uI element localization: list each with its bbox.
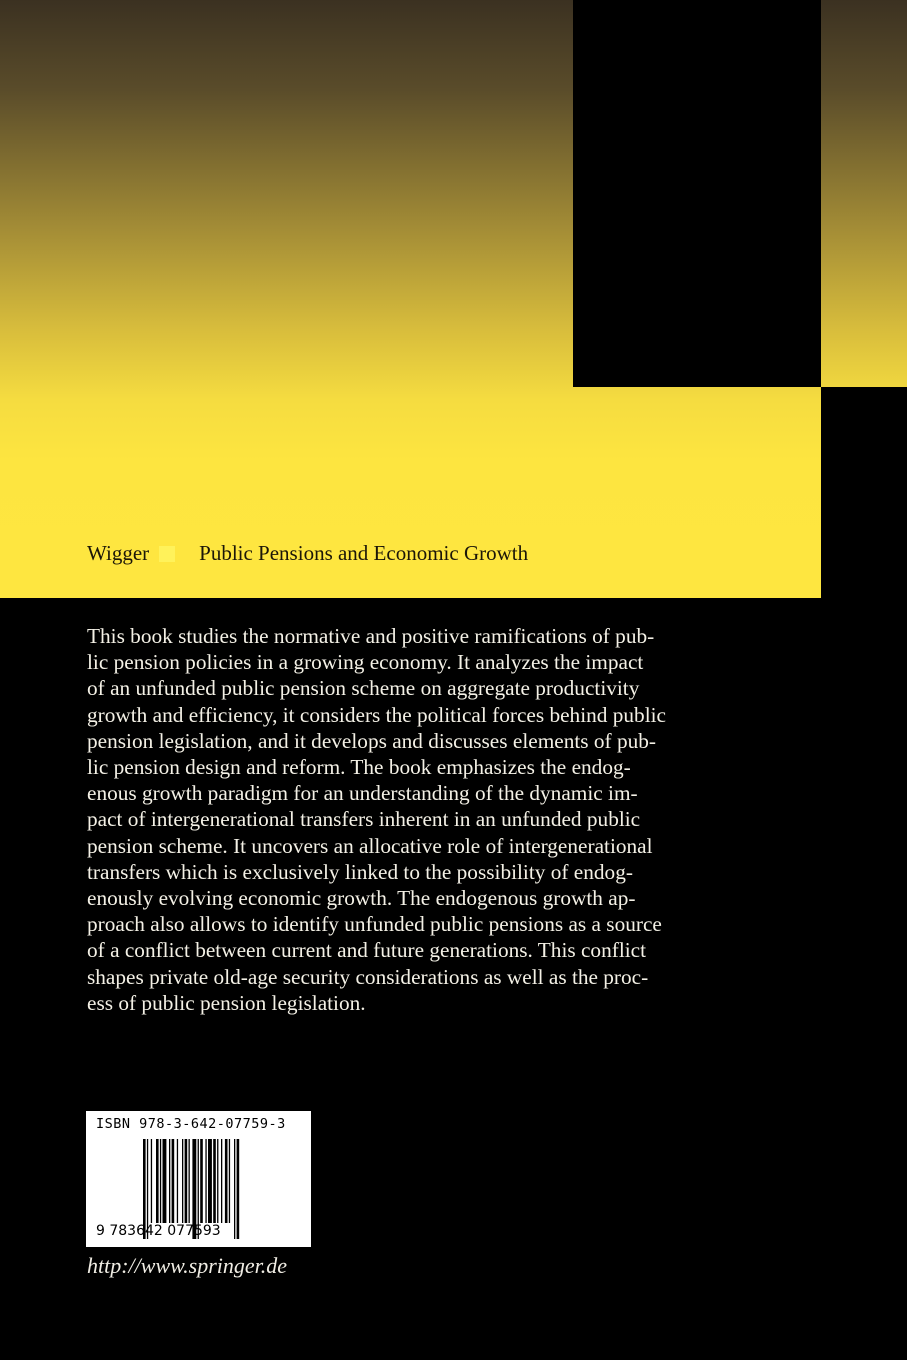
separator-square (159, 546, 175, 562)
black-square-decoration (573, 0, 821, 387)
barcode-digits: 9 783642 077593 (96, 1223, 221, 1239)
barcode-bar (169, 1139, 170, 1223)
blurb-line: of a conflict between current and future generations. This conflict (87, 938, 647, 963)
barcode-bar (172, 1139, 175, 1223)
barcode-bar (213, 1139, 216, 1223)
blurb-line: pact of intergenerational transfers inherent in an unfunded public (87, 807, 641, 832)
barcode-bar (189, 1139, 190, 1223)
author-name: Wigger (87, 541, 150, 565)
isbn-barcode (86, 1111, 311, 1247)
blurb-line: shapes private old-age security considerations as well as the proc- (87, 964, 649, 989)
barcode-bar (160, 1139, 161, 1223)
blurb-line: growth and efficiency, it considers the political forces behind public (87, 702, 666, 727)
barcode-bar (200, 1139, 203, 1223)
blurb-line: This book studies the normative and positive ramifications of pub- (87, 624, 655, 648)
barcode-bar (234, 1139, 235, 1239)
barcode-bar (182, 1139, 183, 1223)
barcode-bar (177, 1139, 178, 1223)
blurb-line: enously evolving economic growth. The endogenous growth ap- (87, 886, 636, 911)
blurb-line: pension legislation, and it develops and discusses elements of pub- (87, 728, 656, 753)
isbn-label: ISBN 978-3-642-07759-3 (96, 1116, 286, 1132)
cover-title-line (87, 541, 528, 566)
barcode-bar (208, 1139, 212, 1223)
barcode-bar (163, 1139, 167, 1223)
barcode-bar (237, 1139, 240, 1239)
blurb-line: enous growth paradigm for an understanding of the dynamic im- (87, 781, 638, 806)
publisher-url[interactable]: http://www.springer.de (87, 1253, 288, 1278)
blurb-line: lic pension design and reform. The book emphasizes the endog- (87, 755, 631, 780)
blurb-line: proach also allows to identify unfunded public pensions as a source (87, 912, 662, 937)
blurb-line: lic pension policies in a growing economy. It analyzes the impact (87, 650, 644, 675)
barcode-bar (151, 1139, 152, 1223)
book-blurb (87, 623, 727, 1016)
blurb-line: pension scheme. It uncovers an allocative role of intergenerational (87, 833, 653, 858)
cover-right-strip (821, 0, 907, 387)
barcode-bar (229, 1139, 230, 1223)
blurb-line: of an unfunded public pension scheme on aggregate productivity (87, 676, 640, 701)
barcode-bar (156, 1139, 159, 1223)
barcode-bar (205, 1139, 206, 1223)
blurb-line: transfers which is exclusively linked to the possibility of endog- (87, 859, 633, 884)
barcode-bar (221, 1139, 222, 1223)
barcode-bar (225, 1139, 228, 1223)
book-title: Public Pensions and Economic Growth (199, 541, 529, 565)
barcode-bar (185, 1139, 188, 1223)
barcode-bar (217, 1139, 218, 1223)
blurb-line: ess of public pension legislation. (87, 990, 366, 1015)
